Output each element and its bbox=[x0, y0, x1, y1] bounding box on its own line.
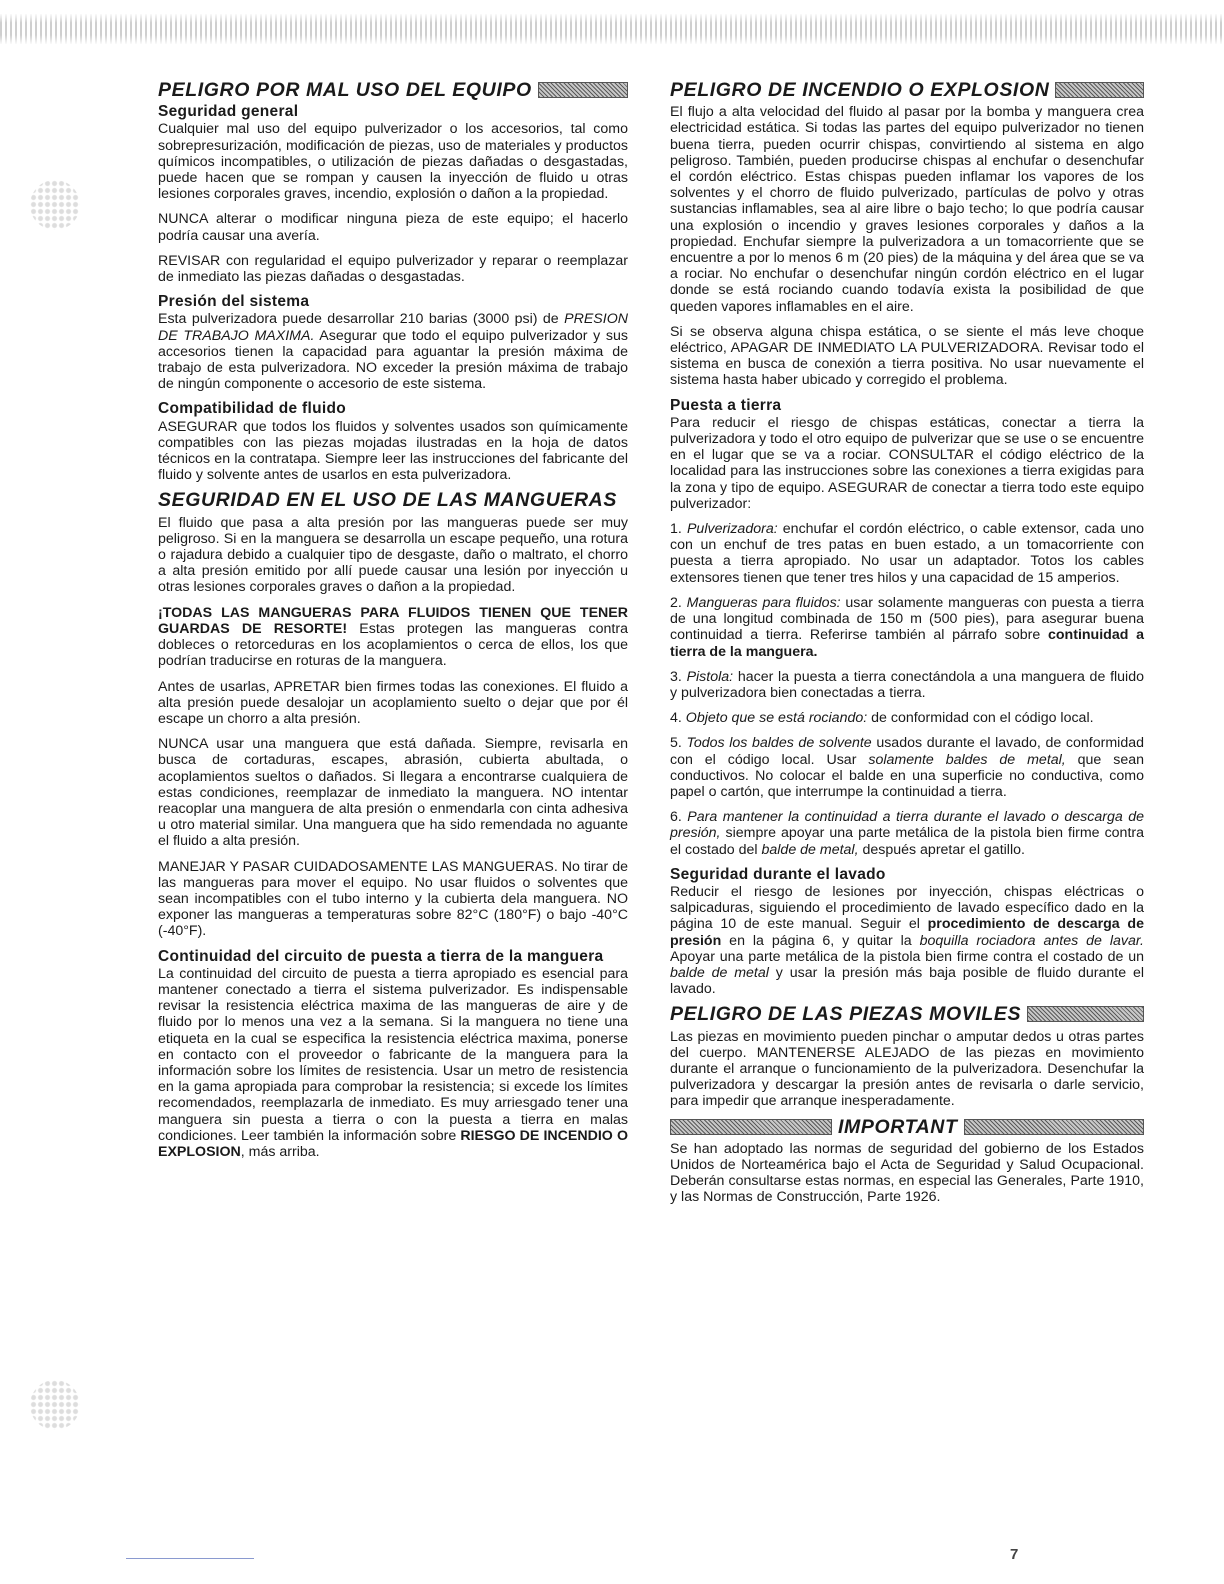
footer-rule bbox=[126, 1558, 254, 1559]
paragraph-important: Se han adoptado las normas de seguridad del gobierno de los Estados Unidos de Norteamérica bajo el Acta de Seguridad y Salud Ocupacional. Deberán consultarse estas normas, en especial las Generales, Parte 1910, y las Normas de Construcción, Parte 1926. bbox=[670, 1140, 1144, 1206]
paragraph-fire-spark: Si se observa alguna chispa estática, o se siente el más leve choque eléctrico, APAGAR DE INMEDIATO LA PULVERIZADORA. Revisar todo el sistema en busca de conexión a tierra positiva. No usar nuevamente el sistema hasta haber ubicado y corregido el problema. bbox=[670, 323, 1144, 389]
list-item: 4. Objeto que se está rociando: de conformidad con el código local. bbox=[670, 710, 1094, 727]
heading-hatch-bar bbox=[964, 1119, 1144, 1135]
section-heading-moving-parts: PELIGRO DE LAS PIEZAS MOVILES bbox=[670, 1006, 1144, 1022]
scan-speck bbox=[30, 180, 80, 230]
subheading-flushing: Seguridad durante el lavado bbox=[670, 865, 886, 883]
list-item: 2. Mangueras para fluidos: usar solamente mangueras con puesta a tierra de una longitud combinada de 150 m (500 pies), para asegurar buena continuidad a tierra. Referirse también al párrafo sobre continuidad a tierra de la manguera. bbox=[670, 594, 1144, 660]
section-heading-fire: PELIGRO DE INCENDIO O EXPLOSION bbox=[670, 82, 1144, 98]
paragraph-hoses-danger: El fluido que pasa a alta presión por las mangueras puede ser muy peligroso. Si en la manguera se desarrolla un escape pequeño, una rotura o rajadura debido a cualquier tipo de desgaste, daño o maltrato, el chorro a alta presión emitido por allí puede causar una lesión por inyección u otras lesiones corporales graves o dañon a la propiedad. bbox=[158, 514, 628, 596]
paragraph-inspect: REVISAR con regularidad el equipo pulverizador y reparar o reemplazar de inmediato las piezas dañadas o desgastadas. bbox=[158, 252, 628, 286]
section-heading-hoses: SEGURIDAD EN EL USO DE LAS MANGUERAS bbox=[158, 489, 617, 512]
heading-hatch-bar bbox=[670, 1119, 832, 1135]
list-item: 6. Para mantener la continuidad a tierra durante el lavado o descarga de presión, siempre apoyar una parte metálica de la pistola bien firme contra el costado del balde de metal, después apretar el gatillo. bbox=[670, 809, 1144, 858]
paragraph-compat: ASEGURAR que todos los fluidos y solventes usados son químicamente compatibles con las piezas mojadas ilustradas en la hoja de datos técnicos en la contratapa. Siempre leer las instrucciones del fabricante del fluido y solvente antes de usarlos en esta pulverizadora. bbox=[158, 418, 628, 484]
scan-noise-top bbox=[0, 14, 1224, 44]
subheading-system-pressure: Presión del sistema bbox=[158, 293, 310, 311]
right-column bbox=[670, 80, 1144, 1215]
paragraph-general: Cualquier mal uso del equipo pulverizador o los accesorios, tal como sobrepresurización, modificación de piezas, uso de materiales y productos químicos incompatibles, o utilización de piezas dañadas o desgastadas, puede hacen que se rompan y causen la inyección de fluido u otras lesiones corporales graves, incendio, explosión o dañon a la propiedad. bbox=[158, 121, 628, 203]
paragraph-moving-parts: Las piezas en movimiento pueden pinchar o amputar dedos u otras partes del cuerpo. MANTENERSE ALEJADO de las piezas en movimiento durante el arranque o funcionamiento de la pulverizadora. Desenchufar la pulverizadora y descargar la presión antes de revisarla o darle servicio, para impedir que arranque inesperadamente. bbox=[670, 1028, 1144, 1110]
section-heading-important: IMPORTANT bbox=[670, 1119, 1144, 1135]
paragraph-fire-static: El flujo a alta velocidad del fluido al pasar por la bomba y manguera crea electricidad estática. Si todas las partes del equipo pulverizador no tienen buena tierra, pueden ocurrir chispas, convirtiendo al sistema en algo peligroso. También, pueden producirse chispas al enchufar o desenchufar el cordón eléctrico. Estas chispas pueden inflamar los vapores de los solventes y el chorro de fluido pulverizado, partículas de polvo y otras sustancias inflamables, sea al aire libre o bajo techo; lo que podría causar una explosión o incendio y graves lesiones corporales y daños a la propiedad. Enchufar siempre la pulverizadora a un tomacorriente que se encuentre a por lo menos 6 m (20 pies) de la máquina y del área que se va a rociar. No enchufar o desenchufar ningún cordón eléctrico en el lugar donde se está rociando cuando todavía exista la posibilidad de que queden vapores inflamables en el aire. bbox=[670, 104, 1144, 315]
paragraph-handle-hoses: MANEJAR Y PASAR CUIDADOSAMENTE LAS MANGUERAS. No tirar de las mangueras para mover el equipo. No usar fluidos o solventes que sean incompatibles con el tubo interno y la cubierta dela manguera. NO exponer las mangueras a temperaturas sobre 82°C (180°F) o bajo -40°C (-40°F). bbox=[158, 858, 628, 940]
page-number: 7 bbox=[1010, 1546, 1022, 1563]
list-item: 1. Pulverizadora: enchufar el cordón eléctrico, o cable extensor, cada uno con un enchuf de tres patas en buen estado, a un tomacorriente con puesta a tierra apropiado. No usar un adaptador. Totos los cables extensores tienen que tener tres hilos y una capacidad de 15 amperios. bbox=[670, 521, 1145, 586]
heading-hatch-bar bbox=[1027, 1006, 1144, 1022]
subheading-grounding: Puesta a tierra bbox=[670, 396, 782, 414]
paragraph-damaged-hose: NUNCA usar una manguera que está dañada. Siempre, revisarla en busca de cortaduras, escapes, abrasión, cubierta abultada, o acoplamientos sueltos o dañados. Si llegara a encontrarse cualquiera de estas condiciones, reemplazar de inmediato la manguera. NO intentar reacoplar una manguera de alta presión o enmendarla con cinta adhesiva u otro material similar. Una manguera que ha sido remendada no aguante el fluido a alta presión. bbox=[158, 736, 628, 850]
paragraph-spring-guards: ¡TODAS LAS MANGUERAS PARA FLUIDOS TIENEN QUE TENER GUARDAS DE RESORTE! Estas protegen las mangueras contra dobleces o retorceduras en los acoplamientos o cerca de ellos, los que podrían traducirse en roturas de la manguera. bbox=[158, 604, 628, 670]
heading-hatch-bar bbox=[1055, 82, 1144, 98]
subheading-fluid-compat: Compatibilidad de fluido bbox=[158, 400, 347, 418]
paragraph-flushing: Reducir el riesgo de lesiones por inyección, chispas eléctricas o salpicaduras, siguiendo el procedimiento de lavado específico dado en la página 10 de este manual. Seguir el procedimiento de descarga de presión en la página 6, y quitar la boquilla rociadora antes de lavar. Apoyar una parte metálica de la pistola bien firme contra el costado de un balde de metal y usar la presión más baja posible de fluido durante el lavado. bbox=[670, 883, 1145, 998]
paragraph-never-alter: NUNCA alterar o modificar ninguna pieza de este equipo; el hacerlo podría causar una avería. bbox=[158, 211, 628, 244]
section-heading-misuse: PELIGRO POR MAL USO DEL EQUIPO bbox=[158, 82, 628, 98]
list-item: 3. Pistola: hacer la puesta a tierra conectándola a una manguera de fluido y pulverizadora bien conectadas a tierra. bbox=[670, 668, 1144, 701]
subheading-general-safety: Seguridad general bbox=[158, 103, 299, 121]
paragraph-pressure: Esta pulverizadora puede desarrollar 210 barias (3000 psi) de PRESION DE TRABAJO MAXIMA. Asegurar que todo el equipo pulverizador y sus accesorios tienen la capacidad para aguantar la presión máxima de trabajo de esta pulverizadora. NO exceder la presión máxima de trabajo de ningún componente o accesorio de este sistema. bbox=[158, 311, 628, 393]
list-item: 5. Todos los baldes de solvente usados durante el lavado, de conformidad con el código local. Usar solamente baldes de metal, que sean conductivos. No colocar el balde en una superficie no conductiva, como papel o cartón, que interrumpe la continuidad a tierra. bbox=[670, 735, 1144, 800]
paragraph-grounding: Para reducir el riesgo de chispas estáticas, conectar a tierra la pulverizadora y todo el otro equipo de pulverizar que se use o se encuentre en el lugar que se va a rociar. CONSULTAR el código eléctrico de la localidad para las instrucciones sobre las conexiones a tierra exigidas para la zona y tipo de equipo. ASEGURAR de conectar a tierra todo este equipo pulverizador: bbox=[670, 414, 1145, 512]
left-column bbox=[158, 80, 628, 1169]
paragraph-tighten: Antes de usarlas, APRETAR bien firmes todas las conexiones. El fluido a alta presión puede desalojar un acoplamiento suelto o dejar que por él escape un chorro a alta presión. bbox=[158, 678, 628, 727]
scan-speck bbox=[30, 1380, 80, 1430]
paragraph-continuity: La continuidad del circuito de puesta a tierra apropiado es esencial para mantener conectado a tierra el sistema pulverizador. Es indispensable revisar la resistencia eléctrica maxima de las mangueras de aire y de fluido por lo menos una vez a la semana. Si la manguera no tiene una etiqueta en la cual se especifica la resistencia eléctrica maxima, ponerse en contacto con el proveedor o fabricante de la manguera para la información sobre los límites de resistencia. Usar un metro de resistencia en la gama apropiada para comprobar la resistencia; si excede los límites recomendados, reemplazarla de inmediato. Es muy arriesgado tener una manguera sin puesta a tierra o con la puesta a tierra en malas condiciones. Leer también la información sobre RIESGO DE INCENDIO O EXPLOSION, más arriba. bbox=[158, 965, 628, 1160]
subheading-hose-continuity: Continuidad del circuito de puesta a tierra de la manguera bbox=[158, 947, 604, 965]
heading-hatch-bar bbox=[538, 82, 628, 98]
